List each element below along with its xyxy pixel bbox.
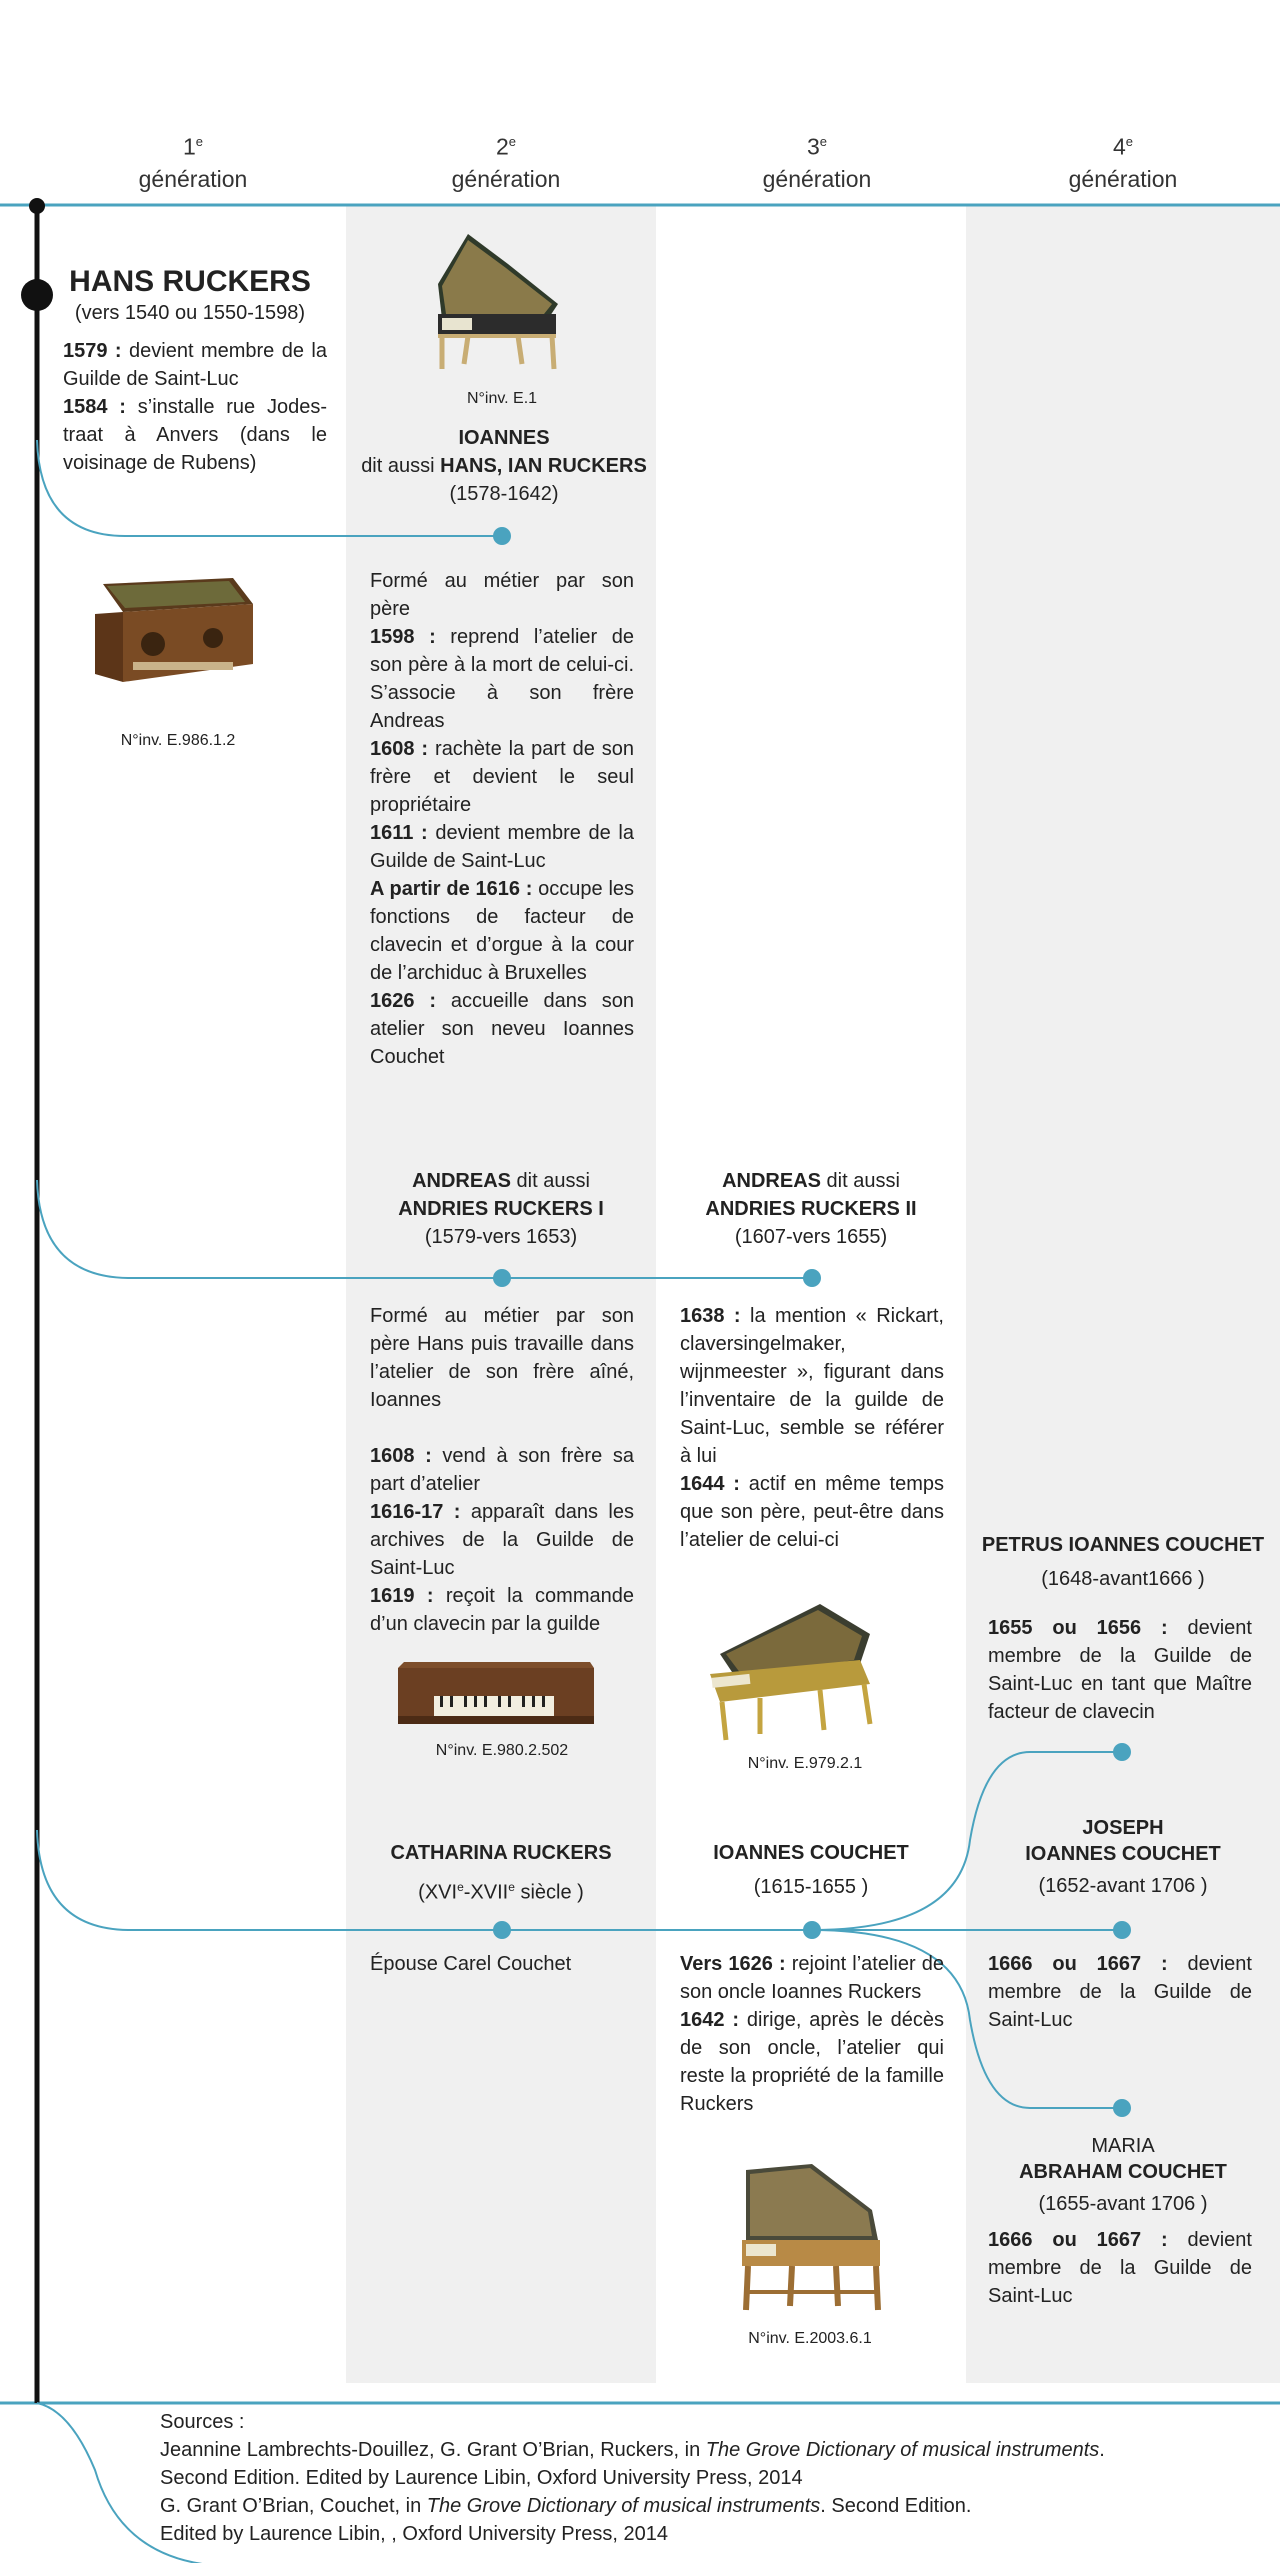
node-joseph — [1113, 1921, 1131, 1939]
generation-header-1: 1e génération — [138, 133, 248, 192]
catharina-name: CATHARINA RUCKERS — [390, 1842, 612, 1864]
ioannes-name1: IOANNES — [458, 427, 550, 449]
petrus-heading — [966, 1528, 1280, 1596]
joseph-name2: IOANNES COUCHET — [1025, 1843, 1221, 1865]
trunk-top-dot — [29, 198, 45, 214]
sources — [160, 2408, 1105, 2548]
couchet-name: IOANNES COUCHET — [713, 1842, 909, 1864]
joseph-heading — [966, 1815, 1280, 1899]
hans-dates: (vers 1540 ou 1550-1598) — [74, 302, 306, 324]
sources-line-1: Jeannine Lambrechts-Douillez, G. Grant O’Brian, Ruckers, in The Grove Dictionary of musical instruments. — [160, 2439, 1105, 2461]
couchet-harpsichord-image — [732, 2160, 888, 2318]
sources-line-3: G. Grant O’Brian, Couchet, in The Grove Dictionary of musical instruments. Second Edition. — [160, 2495, 972, 2517]
catharina-heading — [356, 1836, 646, 1910]
sources-line-4: Edited by Laurence Libin, , Oxford University Press, 2014 — [160, 2523, 669, 2545]
ioannes-heading: IOANNES dit aussi HANS, IAN RUCKERS (1578-1642) — [346, 424, 662, 508]
node-andreas1 — [493, 1269, 511, 1287]
sources-title: Sources : — [160, 2411, 245, 2433]
maria-dates: (1655-avant 1706 ) — [1038, 2193, 1208, 2215]
node-andreas2 — [803, 1269, 821, 1287]
joseph-name1: JOSEPH — [1082, 1817, 1164, 1839]
generation-header-3: 3e génération — [762, 133, 872, 192]
petrus-name: PETRUS IOANNES COUCHET — [981, 1534, 1265, 1556]
catharina-text: Épouse Carel Couchet — [370, 1953, 572, 1975]
andreas2-harpsichord-image — [700, 1594, 890, 1744]
ioannes-inv: N°inv. E.1 — [466, 390, 538, 407]
andreas1-virginal-image — [394, 1660, 600, 1730]
node-couchet — [803, 1921, 821, 1939]
andreas1-heading: ANDREAS dit aussi ANDRIES RUCKERS I (1579-vers 1653) — [356, 1167, 646, 1251]
petrus-dates: (1648-avant1666 ) — [1041, 1568, 1205, 1590]
andreas1-events: Formé au métier par son père Hans puis travaille dans l’atelier de son frère aîné, Ioannes 1608 : vend à son frère sa part d’atelier 1616-17 : apparaît dans les archives de la Guilde de Saint-Luc 1619 : reçoit la commande d’un clavecin par la guilde — [370, 1305, 634, 1635]
hans-name: HANS RUCKERS — [69, 265, 311, 298]
node-ioannes — [493, 527, 511, 545]
joseph-event: 1666 ou 1667 : devient membre de la Guilde de Saint-Luc — [988, 1953, 1252, 2031]
andreas2-inv: N°inv. E.979.2.1 — [747, 1755, 863, 1772]
hans-virginal-image — [93, 574, 263, 690]
hans-heading — [60, 262, 320, 325]
generation-header-4: 4e génération — [1068, 133, 1178, 192]
joseph-dates: (1652-avant 1706 ) — [1038, 1875, 1208, 1897]
ioannes-dates: (1578-1642) — [449, 483, 559, 505]
ioannes-events: Formé au métier par son père 1598 : reprend l’atelier de son père à la mort de celui-ci. S’associe à son frère Andreas 1608 : rachète la part de son frère et devient le seul propriétaire 1611 : devient membre de la Guilde de Saint-Luc A partir de 1616 : occupe les fonctions de facteur de clavecin et d’orgue à la cour de l’archiduc à Bruxelles 1626 : accueille dans son atelier son neveu Ioannes Couchet — [370, 570, 635, 1068]
andreas1-inv: N°inv. E.980.2.502 — [435, 1742, 569, 1759]
ioannes-harpsichord-image — [428, 224, 578, 374]
petrus-event: 1655 ou 1656 : devient membre de la Guilde de Saint-Luc en tant que Maître facteur de clavecin — [988, 1617, 1252, 1723]
andreas1-dates: (1579-vers 1653) — [424, 1226, 578, 1248]
hans-node — [21, 279, 53, 311]
node-petrus — [1113, 1743, 1131, 1761]
maria-name2: ABRAHAM COUCHET — [1019, 2161, 1227, 2183]
hans-events: 1579 : devient membre de la Guilde de Saint-Luc 1584 : s’installe rue Jodes-traat à Anvers (dans le voisinage de Rubens) — [63, 340, 327, 474]
ioannes-name2: HANS, IAN RUCKERS — [440, 455, 647, 477]
sources-line-2: Second Edition. Edited by Laurence Libin, Oxford University Press, 2014 — [160, 2467, 803, 2489]
maria-event: 1666 ou 1667 : devient membre de la Guilde de Saint-Luc — [988, 2229, 1252, 2307]
catharina-dates: (XVIe-XVIIe siècle ) — [418, 1880, 584, 1904]
couchet-inv: N°inv. E.2003.6.1 — [748, 2330, 872, 2347]
couchet-heading — [666, 1836, 956, 1904]
hans-inv: N°inv. E.986.1.2 — [120, 732, 236, 749]
node-maria — [1113, 2099, 1131, 2117]
couchet-dates: (1615-1655 ) — [753, 1876, 869, 1898]
maria-name1: MARIA — [1091, 2135, 1155, 2157]
generation-header-2: 2e génération — [451, 133, 561, 192]
andreas2-events: 1638 : la mention « Rickart, claversingelmaker, wijnmeester », figurant dans l’inventaire de la guilde de Saint-Luc, semble se référer à lui 1644 : actif en même temps que son père, peut-être dans l’atelier de celui-ci — [680, 1305, 944, 1551]
andreas2-dates: (1607-vers 1655) — [734, 1226, 888, 1248]
node-catharina — [493, 1921, 511, 1939]
maria-heading — [966, 2133, 1280, 2217]
andreas2-heading: ANDREAS dit aussi ANDRIES RUCKERS II (1607-vers 1655) — [666, 1167, 956, 1251]
couchet-events: Vers 1626 : rejoint l’atelier de son oncle Ioannes Ruckers 1642 : dirige, après le décès de son oncle, l’atelier qui reste la propriété de la famille Ruckers — [680, 1953, 945, 2115]
